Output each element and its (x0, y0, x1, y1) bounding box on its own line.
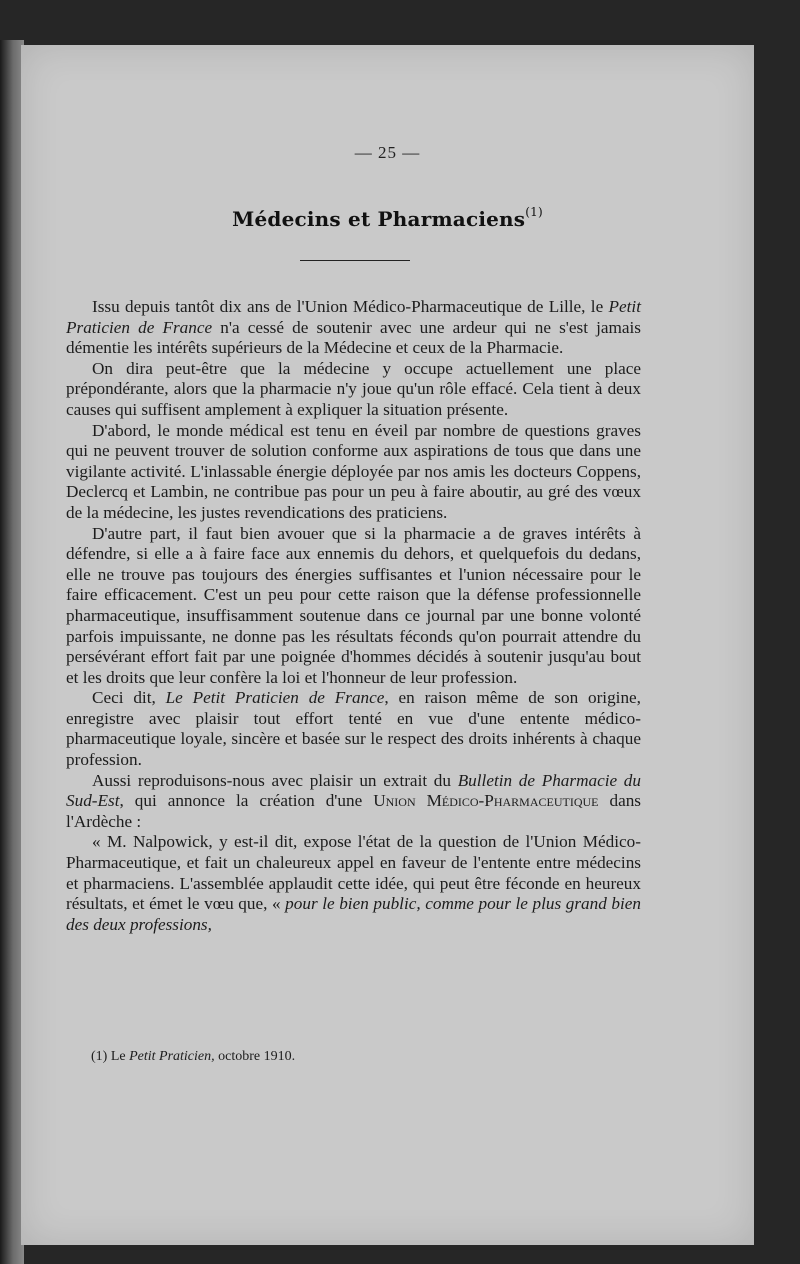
footnote-reference: (1) (525, 205, 543, 219)
text-run: D'abord, le monde médical est tenu en éveil par nombre de questions graves qui ne peuvent trouver de solution conforme aux aspirations de tous que dans une vigilante activité. L'inlassable énergie déployée par nos amis les docteurs Coppens, Declercq et Lambin, ne contribue pas pour un peu à faire aboutir, au gré des vœux de la médecine, les justes revendications des praticiens. (66, 420, 641, 522)
italic-text: Bulletin de Pharmacie du Sud-Est (66, 770, 641, 811)
book-page (21, 45, 754, 1245)
paragraph (66, 297, 641, 359)
italic-text: Le Petit Praticien de France (165, 688, 385, 708)
paragraph (66, 688, 641, 770)
text-run: Issu depuis tantôt dix ans de l'Union Médico-Pharmaceutique de Lille, le (92, 297, 609, 316)
italic-text: Petit Praticien de France (66, 297, 641, 337)
text-run: Ceci dit, (92, 688, 166, 708)
footnote-date: octobre 1910. (214, 1049, 296, 1064)
text-run: , en raison même de son origine, enregistre avec plaisir tout effort tenté en vue d'une entente médico-pharmaceutique loyale, sincère et basée sur le respect des droits inhérents à chaque profession. (66, 688, 641, 770)
footnote (91, 1049, 295, 1065)
text-run: « M. Nalpowick, y est-il dit, expose l'état de la question de l'Union Médico-Pharmaceutique, et fait un chaleureux appel en faveur de l'entente entre médecins et pharmaciens. L'assemblée applaudit cette idée, qui peut être féconde en heureux résultats, et émet le vœu que, « (66, 832, 641, 914)
small-caps-text: Union Médico-Pharmaceutique (373, 791, 599, 811)
page-number: — 25 — (354, 143, 421, 162)
text-run: , qui annonce la création d'une (119, 791, 374, 811)
text-run: n'a cessé de soutenir avec une ardeur qui ne s'est jamais démentie les intérêts supérieurs de la Médecine et ceux de la Pharmacie. (66, 317, 641, 358)
text-run: dans l'Ardèche : (66, 791, 641, 831)
article-title-text: Médecins et Pharmaciens (232, 207, 526, 231)
article-body (66, 297, 641, 935)
paragraph (66, 832, 641, 935)
paragraph (66, 421, 641, 524)
title-divider (300, 260, 410, 261)
paragraph (66, 359, 641, 421)
text-run: Aussi reproduisons-nous avec plaisir un extrait du (92, 770, 458, 790)
italic-text: pour le bien public, comme pour le plus grand bien des deux professions, (66, 894, 641, 934)
footnote-marker: (1) Le (91, 1049, 130, 1064)
text-run: D'autre part, il faut bien avouer que si la pharmacie a de graves intérêts à défendre, si elle a à faire face aux ennemis du dehors, et quelquefois du dedans, elle ne trouve pas toujours des énergies suffisantes et l'union nécessaire pour le faire efficacement. C'est un peu pour cette raison que la défense professionnelle pharmaceutique, insuffisamment soutenue dans ce journal par une bonne volonté parfois impuissante, ne donne pas les résultats féconds qu'on pourrait attendre du persévérant effort fait par une poignée d'hommes décidés à soutenir jusqu'au bout et les droits que leur confère la loi et l'honneur de leur profession. (66, 523, 641, 687)
text-run: On dira peut-être que la médecine y occupe actuellement une place prépondérante, alors que la pharmacie n'y joue qu'un rôle effacé. Cela tient à deux causes qui suffisent amplement à expliquer la situation présente. (66, 358, 641, 419)
paragraph (66, 771, 641, 833)
paragraph (66, 524, 641, 689)
article-title (21, 205, 754, 231)
footnote-source: Petit Praticien, (129, 1049, 215, 1064)
